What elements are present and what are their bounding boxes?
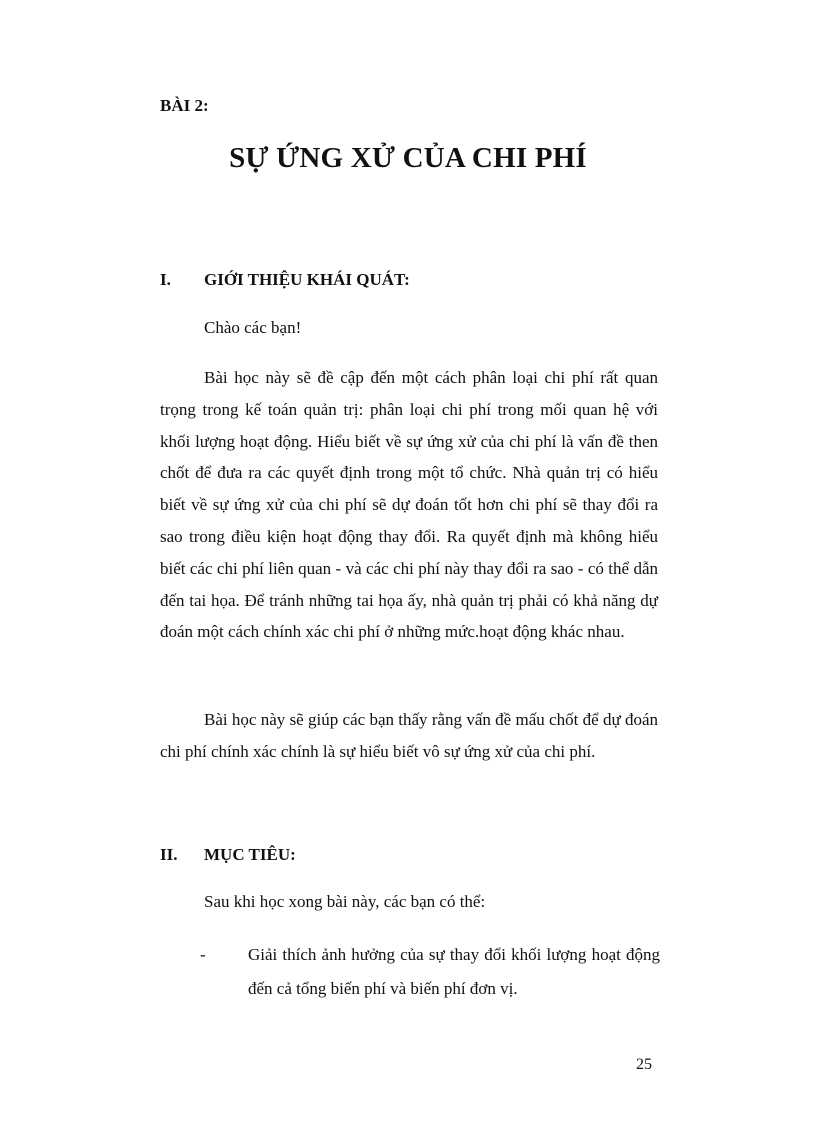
bullet-dash: - (200, 945, 206, 964)
section-number: II. (160, 845, 178, 864)
section-number: I. (160, 270, 171, 289)
page-number: 25 (636, 1056, 652, 1073)
section-title: MỤC TIÊU: (204, 845, 296, 864)
lesson-label: BÀI 2: (160, 96, 209, 115)
objective-text: Giải thích ảnh hưởng của sự thay đổi khối lượng hoạt động đến cả tổng biến phí và biến phí đơn vị. (248, 945, 660, 998)
objective-item (200, 938, 660, 1006)
lesson-title: SỰ ỨNG XỬ CỦA CHI PHÍ (229, 142, 587, 174)
objectives-intro: Sau khi học xong bài này, các bạn có thể: (204, 892, 486, 911)
intro-paragraph-1: Bài học này sẽ đề cập đến một cách phân loại chi phí rất quan trọng trong kế toán quản trị: phân loại chi phí trong mối quan hệ với khối lượng hoạt động. Hiểu biết về sự ứng xử của chi phí là vấn đề then chốt để đưa ra các quyết định trong một tổ chức. Nhà quản trị có hiểu biết về sự ứng xử của chi phí sẽ dự đoán tốt hơn chi phí sẽ thay đổi ra sao trong điều kiện hoạt động thay đổi. Ra quyết định mà không hiểu biết các chi phí liên quan - và các chi phí này thay đổi ra sao - có thể dẫn đến tai họa. Để tránh những tai họa ấy, nhà quản trị phải có khả năng dự đoán một cách chính xác chi phí ở những mức.hoạt động khác nhau. (160, 368, 658, 642)
section-heading-objectives (160, 845, 296, 865)
section-heading-intro (160, 270, 410, 290)
intro-paragraph-2: Bài học này sẽ giúp các bạn thấy rằng vấn đề mấu chốt để dự đoán chi phí chính xác chính là sự hiểu biết vô sự ứng xử của chi phí. (160, 710, 658, 761)
section-title: GIỚI THIỆU KHÁI QUÁT: (204, 270, 410, 289)
greeting-text: Chào các bạn! (204, 318, 302, 337)
